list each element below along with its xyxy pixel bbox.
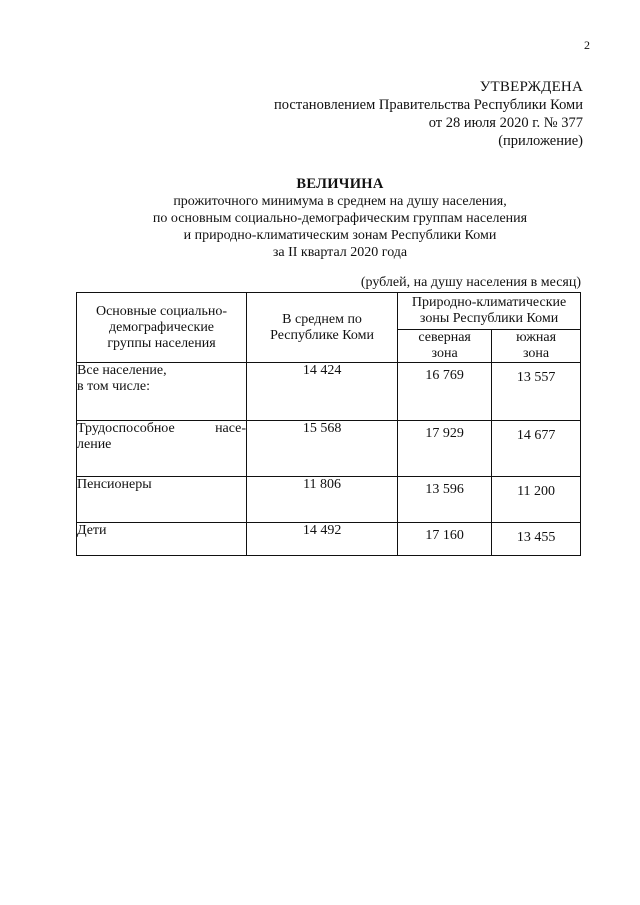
table-row [77, 363, 581, 421]
approval-block [274, 78, 583, 150]
group-cell [77, 523, 247, 556]
south-zone-value: 11 200 [492, 477, 581, 523]
header-average-line-2: Республике Коми [270, 327, 374, 343]
average-value: 14 492 [247, 523, 398, 556]
group-cell [77, 421, 247, 477]
document-title [140, 176, 540, 261]
group-label-line-1 [77, 421, 246, 437]
table-row [77, 523, 581, 556]
header-zones-line-2: зоны Республики Коми [419, 311, 559, 326]
header-north-line-1: северная [418, 330, 471, 345]
group-label-line-2: в том числе: [77, 379, 150, 394]
approval-appendix-line: (приложение) [498, 133, 583, 149]
group-label-line-1: Все население, [77, 363, 167, 378]
header-zones-line-1: Природно-климатические [411, 295, 567, 310]
group-cell [77, 477, 247, 523]
approval-decree-line: постановлением Правительства Республики Коми [274, 97, 583, 113]
table-header-row [77, 293, 581, 330]
header-groups-line-1: Основные социально- [95, 303, 228, 319]
page-number: 2 [584, 38, 590, 52]
header-groups [77, 293, 247, 363]
average-value: 14 424 [247, 363, 398, 421]
group-label: Дети [77, 523, 107, 538]
table-row [77, 477, 581, 523]
south-zone-value: 13 557 [492, 363, 581, 421]
north-zone-value: 13 596 [398, 477, 492, 523]
header-south-line-1: южная [516, 330, 557, 345]
title-line-4: за II квартал 2020 года [272, 245, 408, 260]
header-north-zone [398, 330, 492, 363]
average-value: 15 568 [247, 421, 398, 477]
south-zone-value: 13 455 [492, 523, 581, 556]
header-average [247, 293, 398, 363]
header-south-line-2: зона [522, 346, 550, 361]
approval-date-line: от 28 июля 2020 г. № 377 [428, 115, 583, 131]
table-row [77, 421, 581, 477]
header-south-zone [492, 330, 581, 363]
average-value: 11 806 [247, 477, 398, 523]
header-north-line-2: зона [431, 346, 458, 361]
group-label-line-2: ление [77, 437, 112, 452]
approved-label: УТВЕРЖДЕНА [479, 79, 583, 95]
header-groups-line-2: демографические [108, 319, 215, 335]
north-zone-value: 17 160 [398, 523, 492, 556]
header-average-line-1: В среднем по [282, 311, 362, 327]
title-line-1: прожиточного минимума в среднем на душу населения, [173, 194, 507, 209]
header-zones [398, 293, 581, 330]
north-zone-value: 16 769 [398, 363, 492, 421]
subsistence-minimum-table [76, 292, 581, 556]
header-groups-line-3: группы населения [107, 335, 216, 351]
north-zone-value: 17 929 [398, 421, 492, 477]
group-label: Пенсионеры [77, 477, 152, 492]
south-zone-value: 14 677 [492, 421, 581, 477]
units-note: (рублей, на душу населения в месяц) [360, 275, 581, 290]
group-cell [77, 363, 247, 421]
group-label-word-1: Трудоспособное [77, 421, 175, 436]
group-label-word-2: насе- [215, 421, 247, 436]
title-main: ВЕЛИЧИНА [296, 176, 384, 192]
title-line-2: по основным социально-демографическим группам населения [152, 211, 528, 226]
title-line-3: и природно-климатическим зонам Республики Коми [183, 228, 497, 243]
